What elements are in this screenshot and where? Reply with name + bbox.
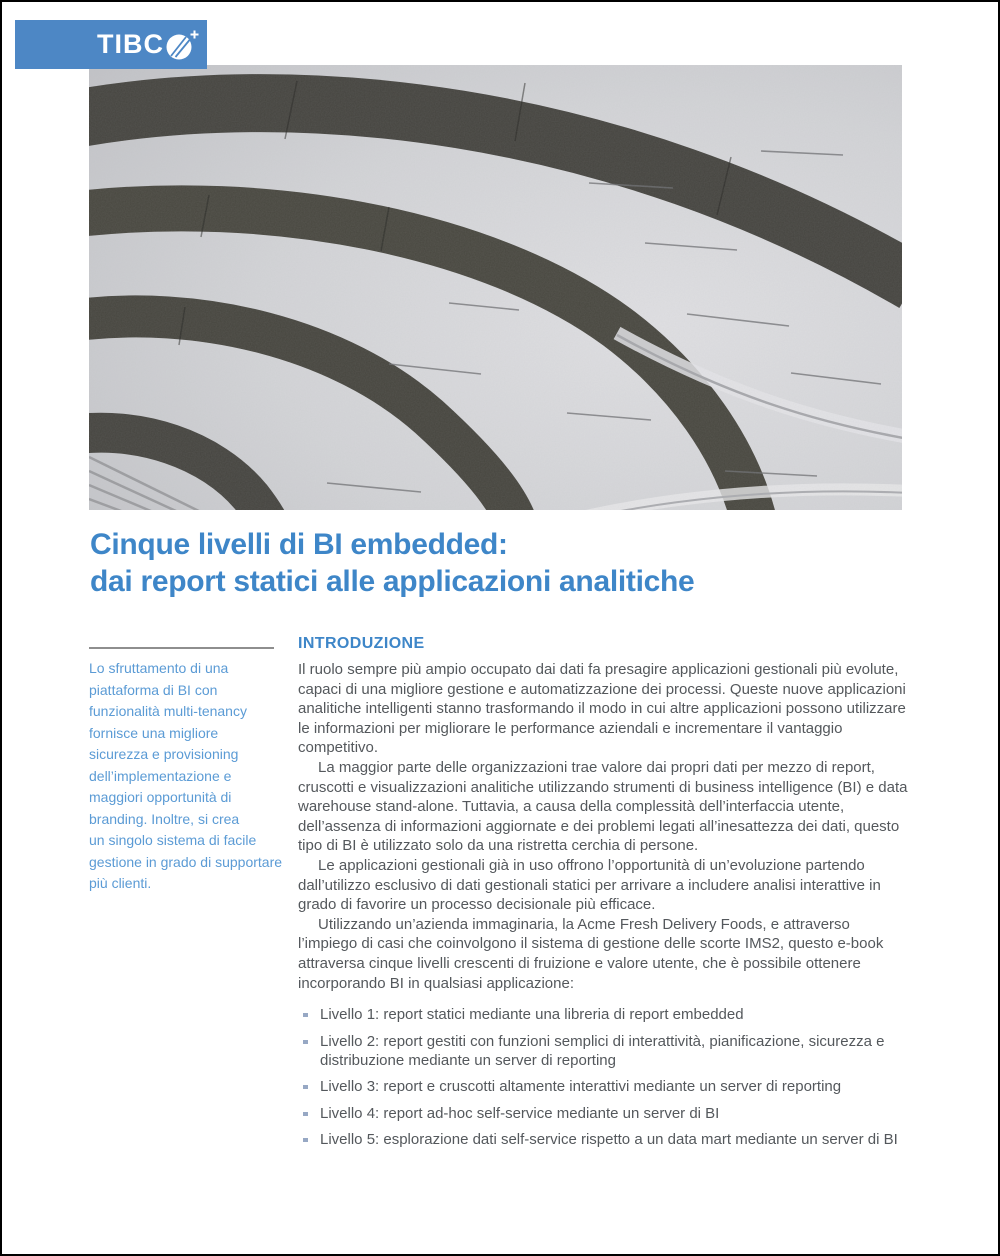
list-item (298, 1077, 913, 1096)
list-item (298, 1104, 913, 1123)
page-title-line2: dai report statici alle applicazioni analitiche (90, 565, 695, 598)
sidebar-line: più clienti. (89, 875, 152, 891)
sidebar-line: piattaforma di BI con (89, 681, 218, 698)
sidebar-line: dell’implementazione e (89, 767, 232, 784)
list-item (298, 1005, 913, 1024)
hero-photo-amphitheater-steps (89, 65, 902, 510)
sidebar-line: sicurezza e provisioning (89, 746, 239, 762)
sidebar-line: Lo sfruttamento di una (89, 660, 229, 676)
sidebar-line: maggiori opportunità di (89, 789, 232, 805)
page-title (90, 526, 920, 600)
list-item (298, 1130, 913, 1149)
bullet-icon (303, 1112, 308, 1116)
tibco-logo (15, 20, 207, 69)
page-title-line1: Cinque livelli di BI embedded: (90, 528, 508, 561)
paragraph: La maggior parte delle organizzazioni trae valore dai propri dati per mezzo di report, cruscotti e visualizzazioni analitiche utilizzando strumenti di business intelligence (BI) e data warehouse stand-alone. Tuttavia, a causa della complessità dell’interfaccia utente, dell’assenza di informazioni aggiornate e dei problemi legati all’inesattezza dei dati, questo tipo di BI è utilizzato solo da una ristretta cerchia di persone. (298, 758, 908, 855)
tibco-logo-text: TIBC (97, 29, 164, 59)
bullet-icon (303, 1040, 308, 1044)
paragraph: Utilizzando un’azienda immaginaria, la Acme Fresh Delivery Foods, e attraverso l’impiego di casi che coinvolgono il sistema di gestione delle scorte IMS2, questo e-book attraversa cinque livelli crescenti di fruizione e valore utente, che è possibile ottenere incorporando BI in qualsiasi applicazione: (298, 915, 884, 992)
list-item-text: Livello 2: report gestiti con funzioni semplici di interattività, pianificazione, sicurezza e distribuzione mediante un server di reporting (320, 1032, 885, 1069)
sidebar-line: gestione in grado di supportare (89, 853, 283, 870)
list-item (298, 1032, 913, 1071)
list-item-text: Livello 5: esplorazione dati self-service rispetto a un data mart mediante un server di BI (320, 1131, 898, 1149)
bullet-icon (303, 1085, 308, 1089)
sidebar-line: fornisce una migliore (89, 724, 219, 741)
body-text (298, 660, 913, 993)
paragraph: Le applicazioni gestionali già in uso offrono l’opportunità di un’evoluzione partendo dall’utilizzo esclusivo di dati gestionali statici per arrivare a includere analisi interattive in grado di favorire un processo decisionale più efficace. (298, 856, 881, 914)
bullet-icon (303, 1138, 308, 1142)
levels-list (298, 1005, 913, 1149)
list-item-text: Livello 1: report statici mediante una libreria di report embedded (320, 1006, 744, 1024)
sidebar-divider (89, 647, 274, 649)
list-item-text: Livello 4: report ad-hoc self-service mediante un server di BI (320, 1104, 720, 1122)
paragraph: Il ruolo sempre più ampio occupato dai dati fa presagire applicazioni gestionali più evolute, capaci di una migliore gestione e automatizzazione dei processi. Queste nuove applicazioni analitiche intelligenti stanno trasformando il modo in cui altre applicazioni possono utilizzare le informazioni per migliorare le performance aziendali e incrementare il vantaggio competitivo. (298, 661, 906, 757)
tibco-globe-o-icon (165, 28, 199, 62)
sidebar-line: un singolo sistema di facile (89, 832, 257, 848)
main-column (298, 635, 913, 1157)
list-item-text: Livello 3: report e cruscotti altamente interattivi mediante un server di reporting (320, 1078, 842, 1096)
sidebar-line: branding. Inoltre, si crea (89, 810, 240, 827)
section-heading-introduzione: INTRODUZIONE (298, 635, 425, 652)
bullet-icon (303, 1013, 308, 1017)
sidebar-line: funzionalità multi-tenancy (89, 703, 247, 719)
sidebar-pullquote (89, 658, 289, 895)
